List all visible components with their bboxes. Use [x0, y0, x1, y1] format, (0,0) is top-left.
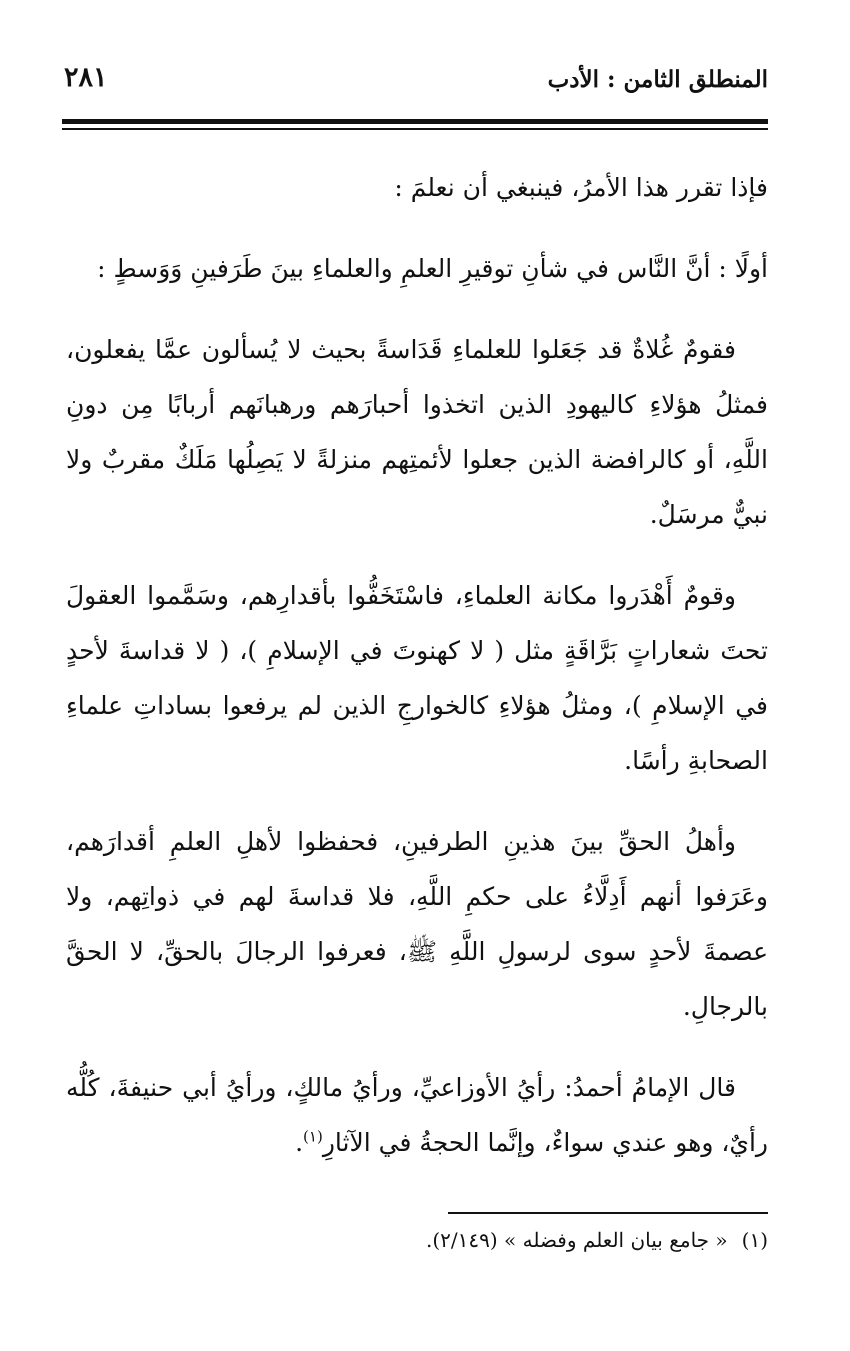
paragraph-intro: فإذا تقرر هذا الأمرُ، فينبغي أن نعلمَ : — [394, 173, 768, 202]
footnote-marker: (١) — [303, 1127, 323, 1146]
running-head — [64, 62, 768, 106]
running-title: المنطلق الثامن : الأدب — [547, 66, 768, 93]
footnote-number: (١) — [741, 1228, 768, 1252]
paragraph-imam-ahmad-quote — [66, 1060, 768, 1170]
page-number: ٢٨١ — [64, 62, 108, 93]
quote-text: قال الإمامُ أحمدُ: رأيُ الأوزاعيِّ، ورأيُ مالكٍ، ورأيُ أبي حنيفةَ، كُلُّه رأيٌ، وهو عندي سواءٌ، وإنَّما الحجةُ في الآثارِ — [66, 1073, 768, 1157]
footnote-rule — [448, 1212, 768, 1214]
closing-punctuation: . — [295, 1128, 304, 1157]
paragraph-extremists: فقومٌ غُلاةٌ قد جَعَلوا للعلماءِ قَدَاسةً بحيث لا يُسألون عمَّا يفعلون، فمثلُ هؤلاءِ كاليهودِ الذين اتخذوا أحبارَهم ورهبانَهم أربابًا مِن دونِ اللَّهِ، أو كالرافضة الذين جعلوا لأئمتِهم منزلةً لا يَصِلُها مَلَكٌ مقربٌ ولا نبيٌّ مرسَلٌ. — [66, 335, 768, 529]
paragraph-people-of-truth: وأهلُ الحقِّ بينَ هذينِ الطرفينِ، فحفظوا لأهلِ العلمِ أقدارَهم، وعَرَفوا أنهم أَدِلَّاءُ على حكمِ اللَّهِ، فلا قداسةَ لهم في ذواتِهم، ولا عصمةَ لأحدٍ سوى لرسولِ اللَّهِ ﷺ، فعرفوا الرجالَ بالحقِّ، لا الحقَّ بالرجالِ. — [66, 827, 768, 1021]
footnote-text: « جامع بيان العلم وفضله » (٢/١٤٩). — [425, 1228, 728, 1252]
paragraph-first-point: أولًا : أنَّ النَّاس في شأنِ توقيرِ العلمِ والعلماءِ بينَ طَرَفينِ وَوَسطٍ : — [97, 254, 768, 283]
header-rule-thick — [62, 119, 768, 124]
header-rule-thin — [62, 128, 768, 130]
footnote — [66, 1225, 768, 1255]
body-text — [66, 160, 768, 1196]
paragraph-detractors: وقومٌ أَهْدَروا مكانة العلماءِ، فاسْتَخَفُّوا بأقدارِهم، وسَمَّموا العقولَ تحتَ شعاراتٍ بَرَّاقَةٍ مثل ( لا كهنوتَ في الإسلامِ )، ( لا قداسةَ لأحدٍ في الإسلامِ )، ومثلُ هؤلاءِ كالخوارجِ الذين لم يرفعوا بساداتِ علماءِ الصحابةِ رأسًا. — [66, 581, 768, 775]
